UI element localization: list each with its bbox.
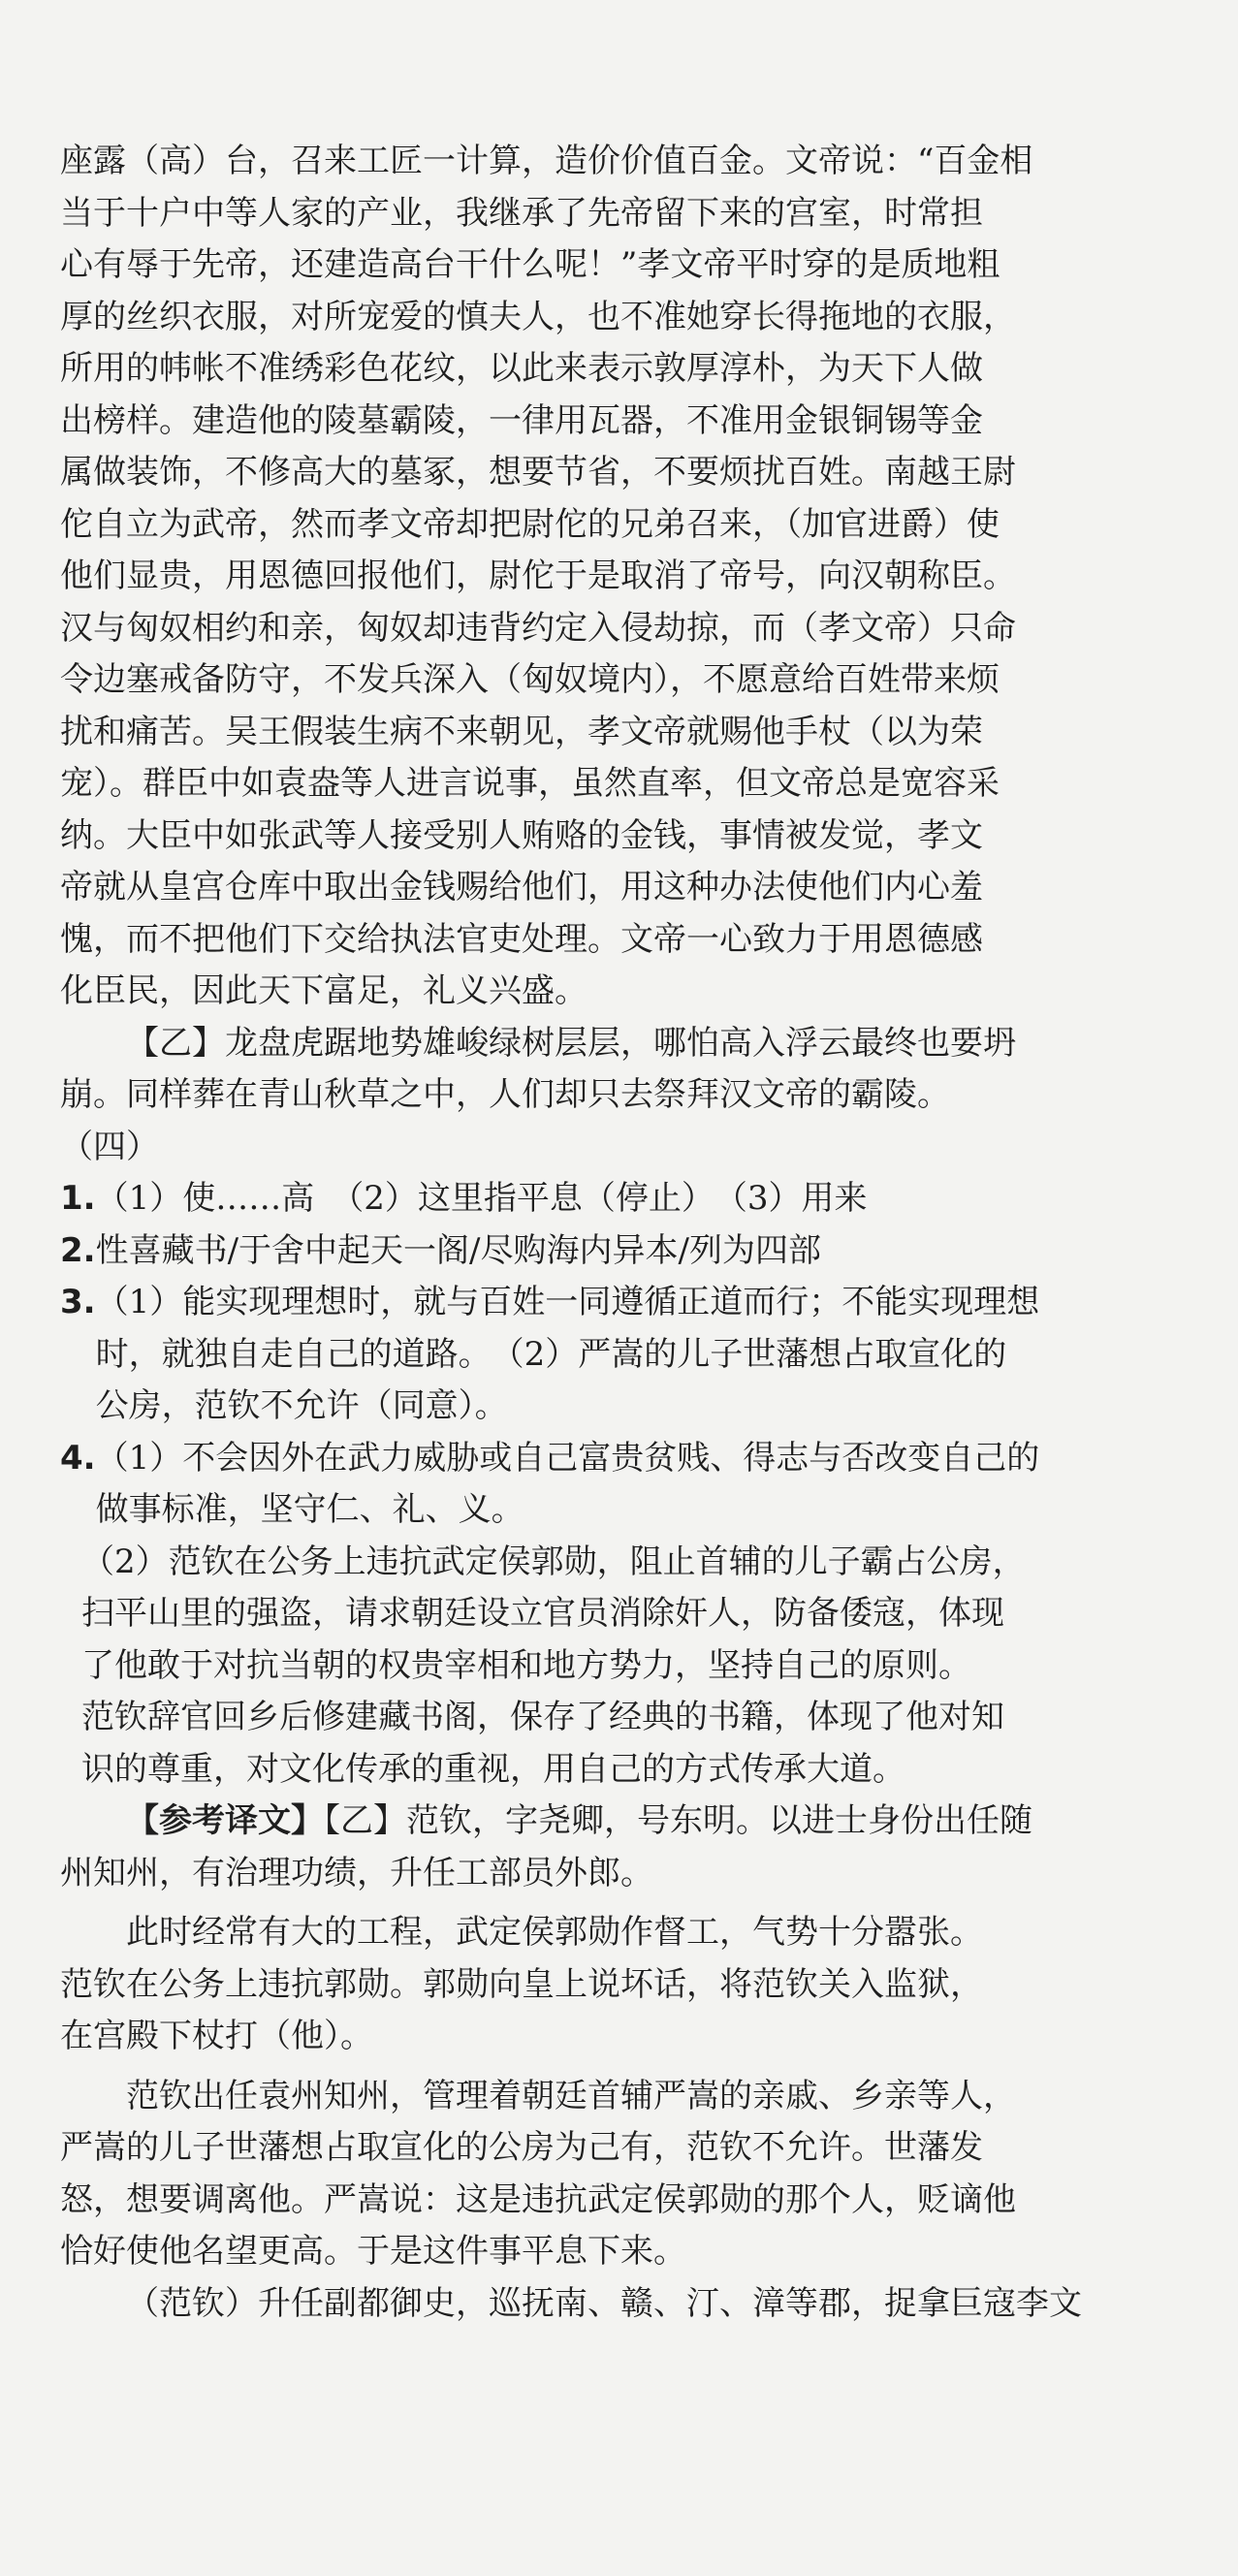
answer-item-4-part-2: （2）范钦在公务上违抗武定侯郭勋，阻止首辅的儿子霸占公房， 扫平山里的强盗，请求朝廷设立官员消除奸人，防备倭寇，体现 了他敢于对抗当朝的权贵宰相和地方势力，坚持自己的原则。 范钦辞官回乡后修建藏书阁，保存了经典的书籍，体现了他对知 识的尊重，对文化传承的重视，用自己的方式传承大道。 <box>81 1542 1026 1789</box>
answer-text: （1）使……高 （2）这里指平息（停止） （3）用来 <box>95 1179 868 1218</box>
reference-translation-paragraph-2: 此时经常有大的工程，武定侯郭勋作督工，气势十分嚣张。 范钦在公务上违抗郭勋。郭勋向皇上说坏话，将范钦关入监狱， 在宫殿下杖打（他）。 <box>60 1913 983 2055</box>
answer-number: 4. <box>60 1438 96 1478</box>
answer-text: 性喜藏书/于舍中起天一阁/尽购海内异本/列为四部 <box>95 1230 821 1270</box>
reference-translation-paragraph-4: （范钦）升任副都御史，巡抚南、赣、汀、漳等郡，捉拿巨寇李文 <box>126 2283 1082 2323</box>
answer-item-3 <box>60 1277 1175 1433</box>
translation-paragraph-yi: 【乙】龙盘虎踞地势雄峻绿树层层，哪怕高入浮云最终也要坍 崩。同样葬在青山秋草之中，人们却只去祭拜汉文帝的霸陵。 <box>60 1023 1016 1114</box>
translation-paragraph-jia: 座露（高）台，召来工匠一计算，造价价值百金。文帝说：“百金相 当于十户中等人家的产业，我继承了先帝留下来的宫室，时常担 心有辱于先帝，还建造高台干什么呢！”孝文帝平时穿的是质地粗 厚的丝织衣服，对所宠爱的慎夫人，也不准她穿长得拖地的衣服， 所用的帏帐不准绣彩色花纹，以此来表示敦厚淳朴，为天下人做 出榜样。建造他的陵墓霸陵，一律用瓦器，不准用金银铜锡等金 属做装饰，不修高大的墓冢，想要节省，不要烦扰百姓。南越王尉 佗自立为武帝，然而孝文帝却把尉佗的兄弟召来，（加官进爵）使 他们显贵，用恩德回报他们，尉佗于是取消了帝号，向汉朝称臣。 汉与匈奴相约和亲，匈奴却违背约定入侵劫掠，而（孝文帝）只命 令边塞戒备防守，不发兵深入（匈奴境内），不愿意给百姓带来烦 扰和痛苦。吴王假装生病不来朝见，孝文帝就赐他手杖（以为荣 宠）。群臣中如袁盎等人进言说事，虽然直率，但文帝总是宽容采 纳。大臣中如张武等人接受别人贿赂的金钱，事情被发觉，孝文 帝就从皇宫仓库中取出金钱赐给他们，用这种办法使他们内心羞 愧，而不把他们下交给执法官吏处理。文帝一心致力于用恩德感 化臣民，因此天下富足，礼义兴盛。 <box>60 142 1033 1010</box>
answer-number: 1. <box>60 1179 96 1218</box>
answer-number: 2. <box>60 1230 96 1270</box>
reference-translation-label: 【参考译文】 <box>126 1801 324 1840</box>
document-page <box>60 136 1175 2330</box>
answer-text: （1）不会因外在武力威胁或自己富贵贫贱、得志与否改变自己的 做事标准，坚守仁、礼、义。 <box>95 1438 1040 1529</box>
answer-text: （1）能实现理想时，就与百姓一同遵循正道而行；不能实现理想 时，就独自走自己的道路。 （2）严嵩的儿子世藩想占取宣化的 公房，范钦不允许（同意）。 <box>95 1283 1040 1425</box>
reference-translation-intro <box>60 1796 1175 1899</box>
answer-item-1 <box>60 1173 1175 1225</box>
reference-translation-text: 【乙】范钦，字尧卿，号东明。以进士身份出任随 州知州，有治理功绩，升任工部员外郎。 <box>60 1801 1032 1892</box>
reference-translation-paragraph-3: 范钦出任袁州知州，管理着朝廷首辅严嵩的亲戚、乡亲等人， 严嵩的儿子世藩想占取宣化的公房为己有，范钦不允许。世藩发 怒，想要调离他。严嵩说：这是违抗武定侯郭勋的那个人，贬谪他 恰好使他名望更高。于是这件事平息下来。 <box>60 2076 1016 2271</box>
section-heading-4: （四） <box>60 1127 159 1166</box>
answer-number: 3. <box>60 1283 96 1321</box>
answer-item-4 <box>60 1433 1175 1537</box>
answer-item-2 <box>60 1225 1175 1278</box>
